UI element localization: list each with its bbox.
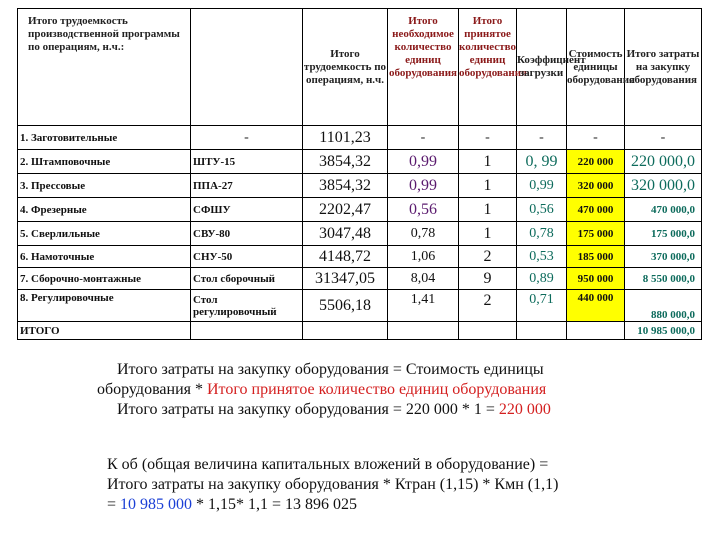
header-empty: [191, 9, 303, 126]
unit-price-value: 950 000: [567, 268, 625, 290]
header-row: [18, 9, 702, 126]
empty-cell: [459, 322, 517, 340]
needed-value: 0,78: [388, 222, 459, 246]
accepted-value: 2: [459, 290, 517, 322]
empty-cell: [191, 322, 303, 340]
header-total-cost: Итого затраты на закупку оборудования: [625, 9, 702, 126]
unit-price-value: 470 000: [567, 198, 625, 222]
formula1-line2: [97, 380, 697, 400]
operation-name: 2. Штамповочные: [18, 150, 191, 174]
header-labor-program: Итого трудоемкость производственной программы по операциям, н.ч.:: [18, 9, 191, 126]
header-needed-count: Итого необходимое количество единиц оборудования: [388, 9, 459, 126]
load-factor-value: 0,78: [517, 222, 567, 246]
table-row: [18, 126, 702, 150]
labor-value: 3047,48: [303, 222, 388, 246]
total-cost-value: 470 000,0: [625, 198, 702, 222]
table-row: [18, 222, 702, 246]
equipment-name: ШТУ-15: [191, 150, 303, 174]
total-cost-value: -: [625, 126, 702, 150]
empty-cell: [567, 322, 625, 340]
load-factor-value: -: [517, 126, 567, 150]
formula2-line3-c: * 1,15* 1,1 = 13 896 025: [192, 496, 358, 513]
total-row: [18, 322, 702, 340]
labor-value: 5506,18: [303, 290, 388, 322]
labor-value: 3854,32: [303, 150, 388, 174]
unit-price-value: 440 000: [567, 290, 625, 322]
header-labor-by-operation: Итого трудоемкость по операциям, н.ч.: [303, 9, 388, 126]
accepted-value: 2: [459, 246, 517, 268]
empty-cell: [517, 322, 567, 340]
equipment-name: ППА-27: [191, 174, 303, 198]
load-factor-value: 0,53: [517, 246, 567, 268]
needed-value: 8,04: [388, 268, 459, 290]
operation-name: 8. Регулировочные: [18, 290, 191, 322]
total-cost-value: 220 000,0: [625, 150, 702, 174]
table-row: [18, 268, 702, 290]
total-cost-value: 8 550 000,0: [625, 268, 702, 290]
equipment-name: Стол регулировочный: [191, 290, 303, 322]
equipment-table: [17, 8, 702, 340]
load-factor-value: 0,56: [517, 198, 567, 222]
total-cost-value: 880 000,0: [625, 290, 702, 322]
formula1-line1: Итого затраты на закупку оборудования = Стоимость единицы: [117, 361, 544, 378]
total-cost-value: 370 000,0: [625, 246, 702, 268]
needed-value: 0,99: [388, 174, 459, 198]
table-row: [18, 198, 702, 222]
labor-value: 31347,05: [303, 268, 388, 290]
accepted-value: -: [459, 126, 517, 150]
formula2-line3-a: =: [107, 496, 121, 513]
equipment-name: СВУ-80: [191, 222, 303, 246]
unit-price-value: 175 000: [567, 222, 625, 246]
formula2-line1: К об (общая величина капитальных вложений в оборудование) =: [107, 456, 549, 473]
equipment-name: СФШУ: [191, 198, 303, 222]
load-factor-value: 0,71: [517, 290, 567, 322]
operation-name: 5. Сверлильные: [18, 222, 191, 246]
header-unit-price: Стоимость единицы оборудования: [567, 9, 625, 126]
header-load-factor: Коэффициент загрузки: [517, 9, 567, 126]
total-value: 10 985 000,0: [625, 322, 702, 340]
accepted-value: 1: [459, 150, 517, 174]
operation-name: 1. Заготовительные: [18, 126, 191, 150]
total-cost-value: 175 000,0: [625, 222, 702, 246]
operation-name: 4. Фрезерные: [18, 198, 191, 222]
unit-price-value: 320 000: [567, 174, 625, 198]
unit-price-value: -: [567, 126, 625, 150]
formula1-line2-a: оборудования *: [97, 381, 207, 398]
total-cost-value: 320 000,0: [625, 174, 702, 198]
header-accepted-count: Итого принятое количество единиц оборудования: [459, 9, 517, 126]
table-row: [18, 174, 702, 198]
load-factor-value: 0,99: [517, 174, 567, 198]
empty-cell: [388, 322, 459, 340]
formula1-line3-a: Итого затраты на закупку оборудования = 220 000 * 1 =: [117, 401, 499, 418]
labor-value: 1101,23: [303, 126, 388, 150]
operation-name: 6. Намоточные: [18, 246, 191, 268]
load-factor-value: 0,89: [517, 268, 567, 290]
formula-capital-investment: [107, 455, 707, 515]
needed-value: -: [388, 126, 459, 150]
accepted-value: 9: [459, 268, 517, 290]
formula-purchase-cost: [97, 360, 697, 420]
load-factor-value: 0, 99: [517, 150, 567, 174]
needed-value: 1,06: [388, 246, 459, 268]
labor-value: 2202,47: [303, 198, 388, 222]
accepted-value: 1: [459, 222, 517, 246]
operation-name: 3. Прессовые: [18, 174, 191, 198]
accepted-value: 1: [459, 174, 517, 198]
table-row: [18, 290, 702, 322]
needed-value: 1,41: [388, 290, 459, 322]
formula2-line2: Итого затраты на закупку оборудования * Ктран (1,15) * Кмн (1,1): [107, 476, 559, 493]
formula1-line2-b: Итого принятое количество единиц оборудования: [207, 381, 547, 398]
formula2-line3-b: 10 985 000: [120, 496, 193, 513]
accepted-value: 1: [459, 198, 517, 222]
empty-cell: [303, 322, 388, 340]
unit-price-value: 220 000: [567, 150, 625, 174]
formula1-line3: [97, 400, 697, 420]
formula2-line3: [107, 495, 707, 515]
labor-value: 3854,32: [303, 174, 388, 198]
equipment-name: -: [191, 126, 303, 150]
table-row: [18, 150, 702, 174]
equipment-name: СНУ-50: [191, 246, 303, 268]
unit-price-value: 185 000: [567, 246, 625, 268]
total-label: ИТОГО: [18, 322, 191, 340]
needed-value: 0,56: [388, 198, 459, 222]
formula1-line3-b: 220 000: [498, 401, 551, 418]
equipment-name: Стол сборочный: [191, 268, 303, 290]
operation-name: 7. Сборочно-монтажные: [18, 268, 191, 290]
needed-value: 0,99: [388, 150, 459, 174]
labor-value: 4148,72: [303, 246, 388, 268]
table-row: [18, 246, 702, 268]
